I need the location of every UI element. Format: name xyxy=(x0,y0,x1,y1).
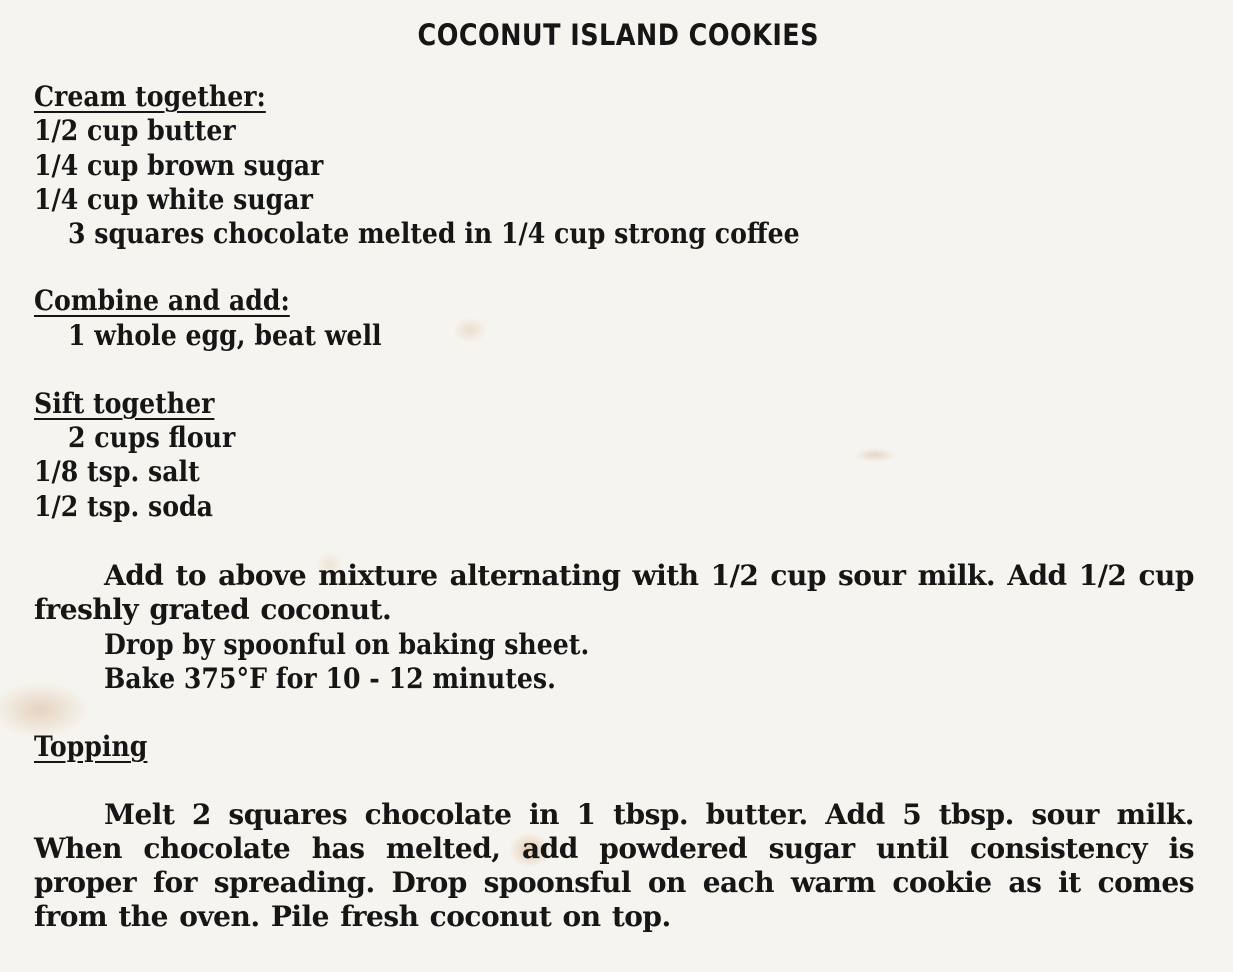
ingredient-butter: 1/2 cup butter xyxy=(34,114,236,147)
topping-heading: Topping xyxy=(34,730,148,763)
ingredient-white-sugar: 1/4 cup white sugar xyxy=(34,183,313,216)
ingredient-soda: 1/2 tsp. soda xyxy=(34,490,213,523)
ingredient-flour: 2 cups flour xyxy=(68,421,236,454)
cream-heading: Cream together: xyxy=(34,80,266,113)
topping-instructions-text: Melt 2 squares chocolate in 1 tbsp. butter. Add 5 tbsp. sour milk. When chocolate has melted, add powdered sugar until consistency is proper for spreading. Drop spoonsful on each warm cookie as it comes from the oven. Pile fresh coconut on top. xyxy=(34,798,1194,933)
sift-heading: Sift together xyxy=(34,387,215,420)
ingredient-brown-sugar: 1/4 cup brown sugar xyxy=(34,149,324,182)
drop-instruction: Drop by spoonful on baking sheet. xyxy=(104,628,590,661)
mixing-instructions xyxy=(34,559,1194,627)
topping-instructions xyxy=(34,798,1194,934)
recipe-title: COCONUT ISLAND COOKIES xyxy=(417,18,819,52)
combine-heading: Combine and add: xyxy=(34,284,290,317)
ingredient-egg: 1 whole egg, beat well xyxy=(68,319,382,352)
bake-instruction: Bake 375°F for 10 - 12 minutes. xyxy=(104,662,556,695)
ingredient-salt: 1/8 tsp. salt xyxy=(34,455,200,488)
mixing-instructions-text: Add to above mixture alternating with 1/2 cup sour milk. Add 1/2 cup freshly grated coconut. xyxy=(34,559,1194,626)
ingredient-chocolate-coffee: 3 squares chocolate melted in 1/4 cup strong coffee xyxy=(68,217,800,250)
